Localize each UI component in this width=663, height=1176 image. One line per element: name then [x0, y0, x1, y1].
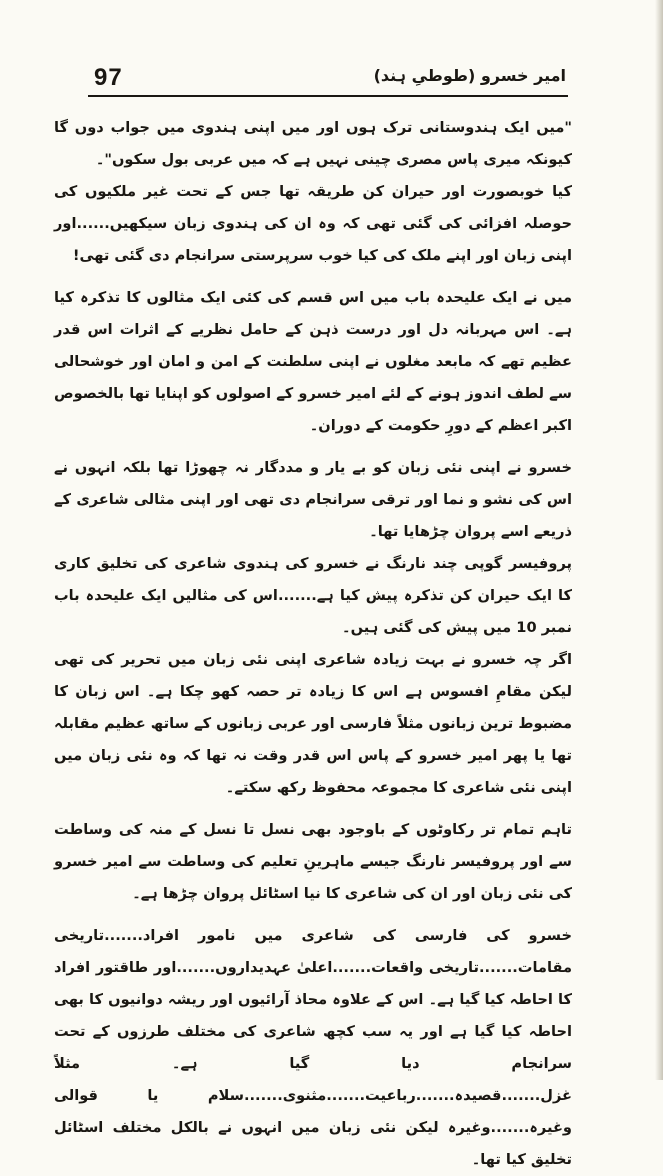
running-title: امیر خسرو (طوطیِ ہند) [373, 66, 566, 85]
paragraph-lost-poetry: اگر چہ خسرو نے بہت زیادہ شاعری اپنی نئی زبان میں تحریر کی تھی لیکن مقامِ افسوس ہے اس کا زیادہ تر حصہ کھو چکا ہے۔ اس زبان کا مضبوط ترین زبانوں مثلاً فارسی اور عربی زبانوں کے ساتھ عظیم مقابلہ تھا یا پھر امیر خسرو کے پاس اس قدر وقت نہ تھا کہ وہ نئی زبان میں اپنی نئی شاعری کا مجموعہ محفوظ رکھ سکتے۔ [54, 651, 572, 796]
paragraph-persian-poetry: خسرو کی فارسی کی شاعری میں نامور افراد.......تاریخی مقامات.......تاریخی واقعات.......اعلیٰ عہدیداروں.......اور طاقتور افراد کا احاطہ کیا گیا ہے۔ اس کے علاوہ محاذ آرائیوں اور ریشہ دوانیوں کا بھی احاطہ کیا گیا ہے اور یہ سب کچھ شاعری کی مختلف طرزوں کے تحت سرانجام دیا گیا ہے۔ مثلاً غزل.......قصیدہ.......رباعیت.......مثنوی.......سلام یا قوالی وغیرہ.......وغیرہ لیکن نئی زبان میں انہوں نے بالکل مختلف اسٹائل تخلیق کیا تھا۔ [54, 927, 572, 1168]
paragraph-narang: پروفیسر گوپی چند نارنگ نے خسرو کی ہندوی شاعری کی تخلیق کاری کا ایک حیران کن تذکرہ پیش کیا ہے.......اس کی مثالیں ایک علیحدہ باب نمبر 10 میں پیش کی گئی ہیں۔ [54, 555, 572, 636]
page-edge-shadow [655, 0, 663, 1080]
paragraph-language-growth: خسرو نے اپنی نئی زبان کو بے یار و مددگار نہ چھوڑا تھا بلکہ انہوں نے اس کی نشو و نما اور ترقی سرانجام دی تھی اور اپنی مثالی شاعری کے ذریعے اسے پروان چڑھایا تھا۔ [54, 459, 572, 540]
paragraph-oral-tradition: تاہم تمام تر رکاوٹوں کے باوجود بھی نسل تا نسل کے منہ کی وساطت سے اور پروفیسر نارنگ جیسے ماہرینِ تعلیم کی وساطت سے امیر خسرو کی نئی زبان اور ان کی شاعری کا نیا اسٹائل پروان چڑھا ہے۔ [54, 821, 572, 902]
page-header [88, 58, 566, 98]
body-text [54, 112, 572, 1176]
header-rule [88, 95, 568, 97]
paragraph-mughal-influence: میں نے ایک علیحدہ باب میں اس قسم کی کئی ایک مثالوں کا تذکرہ کیا ہے۔ اس مہربانہ دل اور درست ذہن کے حامل نظریے کے اثرات اس قدر عظیم تھے کہ مابعد مغلوں نے اپنی سلطنت کے امن و امان اور خوشحالی سے لطف اندوز ہونے کے لئے امیر خسرو کے اصولوں کو اپنایا تھا بالخصوص اکبر اعظم کے دورِ حکومت کے دوران۔ [54, 289, 572, 434]
paragraph-hindavi-encouragement: کیا خوبصورت اور حیران کن طریقہ تھا جس کے تحت غیر ملکیوں کی حوصلہ افزائی کی گئی تھی کہ وہ ان کی ہندوی زبان سیکھیں......اور اپنی زبان اور اپنے ملک کی کیا خوب سرپرستی سرانجام دی گئی تھی! [54, 183, 572, 264]
paragraph-quote: "میں ایک ہندوستانی ترک ہوں اور میں اپنی ہندوی میں جواب دوں گا کیونکہ میری پاس مصری چینی نہیں ہے کہ میں عربی بول سکوں"۔ [54, 119, 572, 168]
page-number: 97 [94, 64, 123, 91]
